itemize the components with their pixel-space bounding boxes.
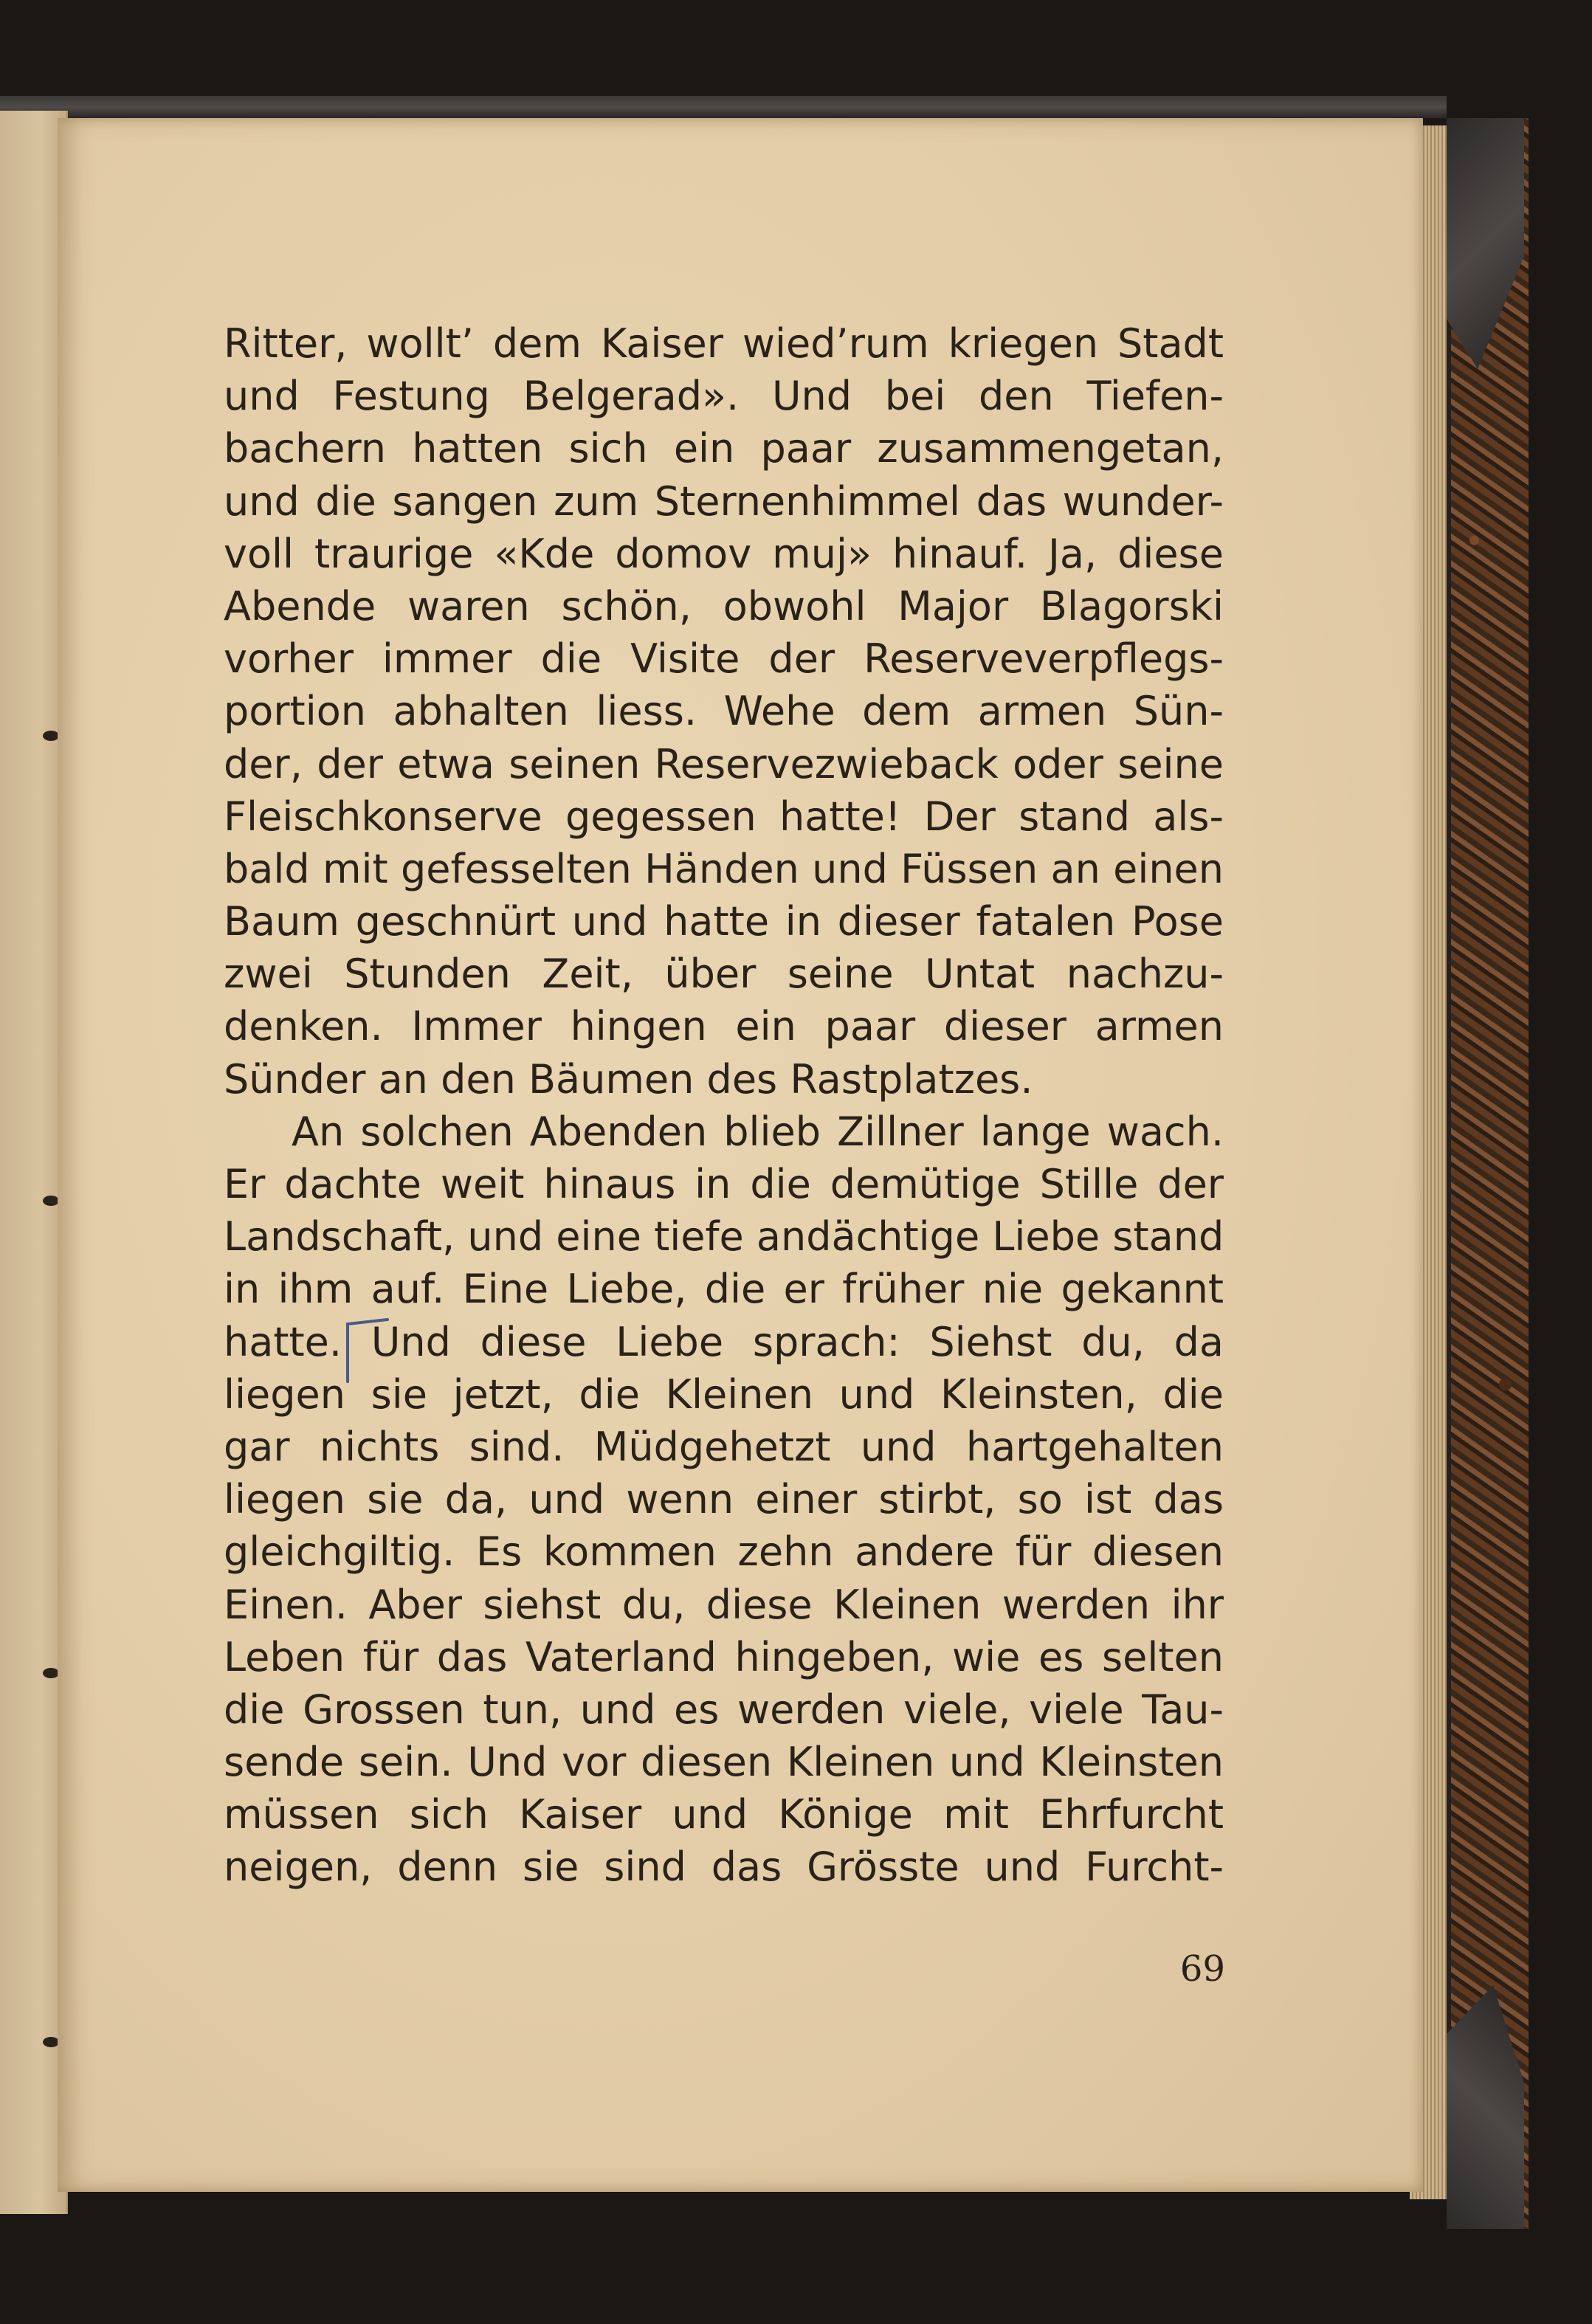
text-line: bald mit gefesselten Händen und Füssen an einen bbox=[224, 845, 1224, 892]
text-line: neigen, denn sie sind das Grösste und Furcht- bbox=[224, 1844, 1224, 1891]
text-line: die Grossen tun, und es werden viele, viele Tau- bbox=[224, 1686, 1224, 1733]
book-top-edge bbox=[0, 96, 1447, 118]
text-line: und die sangen zum Sternenhimmel das wunder- bbox=[224, 477, 1224, 525]
binding-hole bbox=[43, 2037, 59, 2047]
text-line: vorher immer die Visite der Reserveverpflegs- bbox=[224, 635, 1224, 683]
text-line: müssen sich Kaiser und Könige mit Ehrfurcht bbox=[224, 1791, 1224, 1838]
text-line: Fleischkonserve gegessen hatte! Der stand als- bbox=[224, 793, 1224, 840]
text-line: zwei Stunden Zeit, über seine Untat nachzu- bbox=[224, 951, 1224, 998]
text-line: Er dachte weit hinaus in die demütige Stille der bbox=[224, 1161, 1224, 1207]
text-line: sende sein. Und vor diesen Kleinen und Kleinsten bbox=[224, 1739, 1224, 1786]
text-line: liegen sie da, und wenn einer stirbt, so ist das bbox=[224, 1476, 1224, 1523]
text-line: bachern hatten sich ein paar zusammengetan, bbox=[224, 425, 1224, 472]
text-line: voll traurige «Kde domov muj» hinauf. Ja, diese bbox=[224, 530, 1224, 577]
text-line: hatte. Und diese Liebe sprach: Siehst du, da bbox=[224, 1318, 1224, 1365]
text-line: Abende waren schön, obwohl Major Blagorski bbox=[224, 582, 1224, 630]
binding-hole bbox=[43, 1668, 59, 1678]
page-number: 69 bbox=[1179, 1948, 1225, 1990]
text-line: Sünder an den Bäumen des Rastplatzes. bbox=[224, 1055, 1033, 1103]
text-line: Landschaft, und eine tiefe andächtige Liebe stand bbox=[224, 1213, 1224, 1261]
binding-hole bbox=[43, 731, 59, 741]
text-line: gar nichts sind. Müdgehetzt und hartgehalten bbox=[224, 1423, 1224, 1470]
text-line: Ritter, wollt’ dem Kaiser wied’rum kriegen Stadt bbox=[224, 320, 1224, 367]
text-line: Baum geschnürt und hatte in dieser fatalen Pose bbox=[224, 898, 1224, 945]
text-line: Leben für das Vaterland hingeben, wie es selten bbox=[224, 1633, 1224, 1680]
binding-hole bbox=[43, 1196, 59, 1206]
text-line: in ihm auf. Eine Liebe, die er früher nie gekannt bbox=[224, 1266, 1224, 1313]
marbled-cover bbox=[1447, 118, 1529, 2229]
text-line: portion abhalten liess. Wehe dem armen Sün- bbox=[224, 688, 1224, 735]
text-line: An solchen Abenden blieb Zillner lange wach. bbox=[292, 1108, 1224, 1155]
text-line: und Festung Belgerad». Und bei den Tiefen- bbox=[224, 373, 1224, 420]
text-line: denken. Immer hingen ein paar dieser armen bbox=[224, 1003, 1224, 1050]
text-line: gleichgiltig. Es kommen zehn andere für diesen bbox=[224, 1528, 1224, 1576]
page-text bbox=[224, 317, 1224, 1894]
text-line: Einen. Aber siehst du, diese Kleinen werden ihr bbox=[224, 1581, 1224, 1628]
text-line: liegen sie jetzt, die Kleinen und Kleinsten, die bbox=[224, 1370, 1224, 1418]
text-line: der, der etwa seinen Reservezwieback oder seine bbox=[224, 740, 1224, 787]
